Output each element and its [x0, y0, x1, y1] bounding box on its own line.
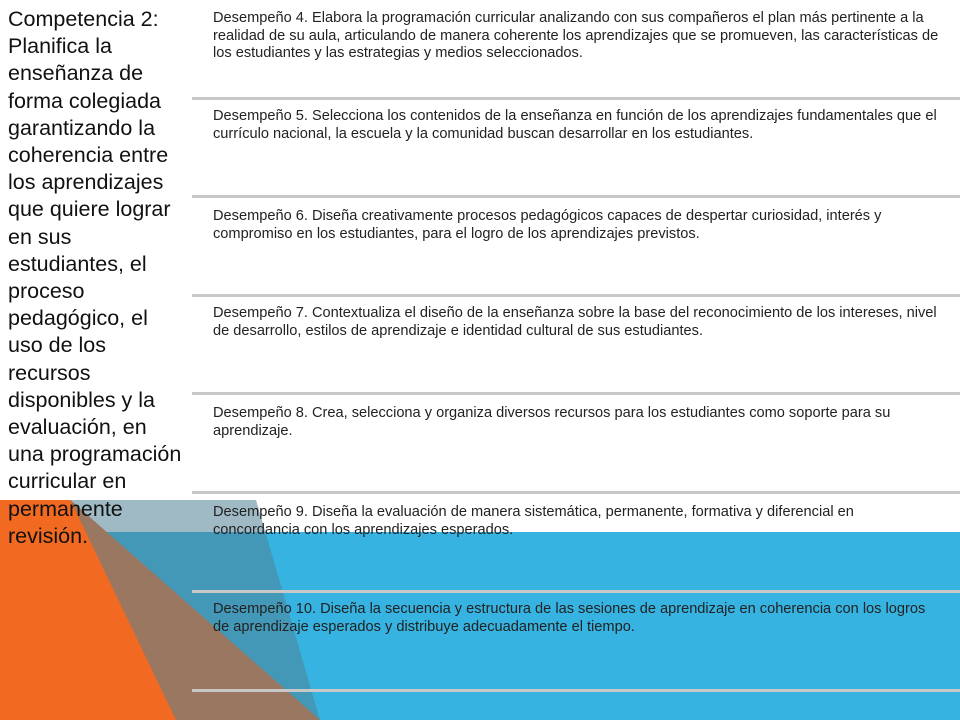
desempeno-7-text: Desempeño 7. Contextualiza el diseño de la enseñanza sobre la base del reconocimiento de los intereses, nivel de desarrollo, estilos de aprendizaje e identidad cultural de sus estudiantes. [213, 305, 937, 339]
desempenos-table [192, 0, 960, 692]
table-row [192, 494, 960, 593]
table-row [192, 198, 960, 297]
desempeno-9-text: Desempeño 9. Diseña la evaluación de manera sistemática, permanente, formativa y diferencial en concordancia con los aprendizajes esperados. [213, 504, 854, 538]
table-row [192, 0, 960, 100]
desempeno-10-text: Desempeño 10. Diseña la secuencia y estructura de las sesiones de aprendizaje en coherencia con los logros de aprendizaje esperados y distribuye adecuadamente el tiempo. [213, 601, 926, 635]
table-row [192, 100, 960, 198]
desempeno-5-text: Desempeño 5. Selecciona los contenidos de la enseñanza en función de los aprendizajes fundamentales que el currículo nacional, la escuela y la comunidad buscan desarrollar en los estudiantes. [213, 108, 937, 142]
table-row [192, 297, 960, 395]
table-row [192, 395, 960, 494]
competency-column [0, 0, 190, 720]
competency-title: Competencia 2: Planifica la enseñanza de forma colegiada garantizando la coherencia entre los aprendizajes que quiere lograr en sus estudiantes, el proceso pedagógico, el uso de los recursos disponibles y la evaluación, en una programación curricular en permanente revisión. [8, 7, 182, 548]
desempeno-4-text: Desempeño 4. Elabora la programación curricular analizando con sus compañeros el plan más pertinente a la realidad de su aula, articulando de manera coherente los aprendizajes que se promueven, las características de los estudiantes y las estrategias y medios seleccionados. [213, 10, 939, 62]
desempeno-8-text: Desempeño 8. Crea, selecciona y organiza diversos recursos para los estudiantes como soporte para su aprendizaje. [213, 405, 891, 439]
desempeno-6-text: Desempeño 6. Diseña creativamente procesos pedagógicos capaces de despertar curiosidad, interés y compromiso en los estudiantes, para el logro de los aprendizajes previstos. [213, 208, 882, 242]
table-row [192, 593, 960, 692]
